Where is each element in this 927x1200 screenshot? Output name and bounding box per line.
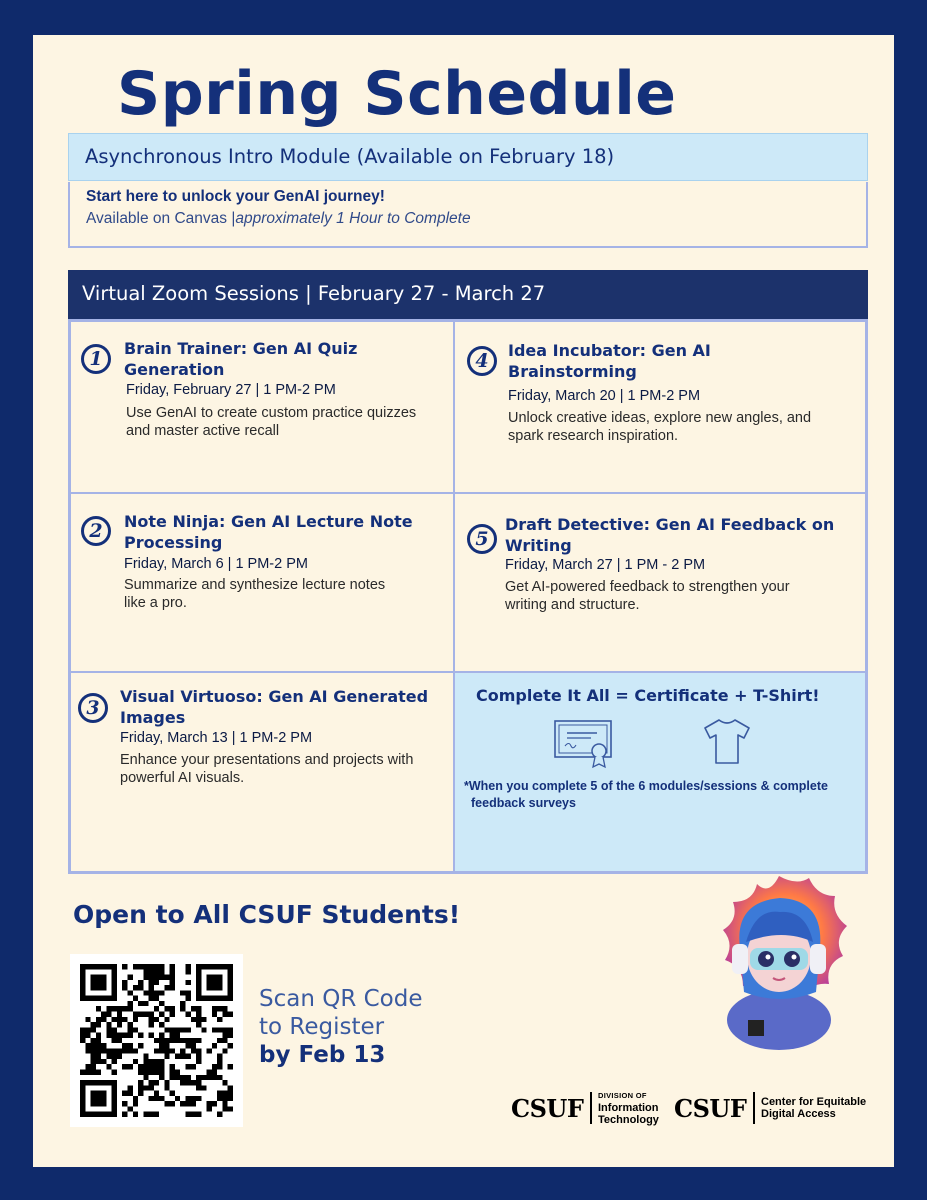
session-description-line: Enhance your presentations and projects with — [120, 752, 414, 768]
session-description-line: Use GenAI to create custom practice quizzes — [126, 405, 417, 421]
session-description-line: Summarize and synthesize lecture notes — [124, 577, 386, 593]
flyer — [33, 35, 894, 1167]
session-date: Friday, March 13 | 1 PM-2 PM — [120, 730, 313, 746]
session-description — [126, 404, 416, 440]
zoom-sessions-heading: Virtual Zoom Sessions | February 27 - March 27 — [68, 270, 868, 319]
partner-logos — [511, 1088, 881, 1128]
session-description-line: spark research inspiration. — [508, 428, 679, 444]
async-details — [86, 210, 866, 228]
session-description-line: like a pro. — [124, 595, 187, 611]
scan-line: to Register — [259, 1014, 385, 1040]
session-card-3 — [70, 672, 454, 872]
session-date: Friday, February 27 | 1 PM-2 PM — [126, 382, 336, 398]
certificate-icon — [553, 719, 617, 769]
sessions-grid — [68, 319, 868, 874]
session-description-line: Unlock creative ideas, explore new angles, and — [508, 410, 812, 426]
session-card-5 — [454, 493, 866, 672]
session-title-line: Idea Incubator: Gen AI — [508, 341, 711, 360]
session-number-badge: 4 — [467, 346, 497, 376]
session-title-line: Brainstorming — [508, 362, 637, 381]
reward-note — [464, 778, 864, 812]
center-name-line: Digital Access — [761, 1108, 836, 1120]
qr-code[interactable] — [70, 954, 243, 1127]
session-title-line: Images — [120, 708, 186, 727]
async-module-heading: Asynchronous Intro Module (Available on February 18) — [68, 133, 868, 181]
session-number-badge: 2 — [81, 516, 111, 546]
audience-heading: Open to All CSUF Students! — [73, 900, 461, 929]
session-description — [124, 576, 385, 612]
session-title-line: Brain Trainer: Gen AI Quiz — [124, 339, 358, 358]
tshirt-icon — [701, 717, 753, 767]
session-date: Friday, March 20 | 1 PM-2 PM — [508, 388, 701, 404]
scan-line: Scan QR Code — [259, 986, 423, 1012]
session-description — [508, 409, 811, 445]
session-title — [120, 686, 428, 728]
session-description-line: writing and structure. — [505, 597, 640, 613]
session-card-1 — [70, 321, 454, 493]
async-where: Available on Canvas | — [86, 210, 236, 227]
session-card-2 — [70, 493, 454, 672]
ai-girl-illustration — [688, 870, 870, 1052]
session-number-badge: 5 — [467, 524, 497, 554]
async-tagline: Start here to unlock your GenAI journey! — [86, 188, 385, 205]
session-title-line: Writing — [505, 536, 572, 555]
register-instructions — [259, 985, 423, 1069]
session-title-line: Note Ninja: Gen AI Lecture Note — [124, 512, 413, 531]
division-label: DIVISION OF — [598, 1091, 647, 1100]
session-description-line: powerful AI visuals. — [120, 770, 245, 786]
session-number-badge: 3 — [78, 693, 108, 723]
logo-divider — [590, 1092, 592, 1124]
division-name-line: Technology — [598, 1114, 659, 1126]
session-card-4 — [454, 321, 866, 493]
session-description — [120, 751, 413, 787]
csuf-logo: CSUF — [511, 1094, 584, 1123]
cfeda-label — [761, 1096, 866, 1120]
page-title: Spring Schedule — [117, 59, 677, 129]
division-it-label — [598, 1090, 659, 1126]
async-module-body — [68, 182, 868, 248]
registration-deadline: by Feb 13 — [259, 1042, 386, 1068]
division-name-line: Information — [598, 1102, 659, 1114]
session-title — [508, 340, 711, 382]
session-title-line: Processing — [124, 533, 223, 552]
session-title-line: Generation — [124, 360, 225, 379]
session-title — [124, 511, 413, 553]
center-name-line: Center for Equitable — [761, 1096, 867, 1108]
session-title-line: Visual Virtuoso: Gen AI Generated — [120, 687, 429, 706]
reward-title: Complete It All = Certificate + T-Shirt! — [476, 686, 820, 705]
session-description-line: and master active recall — [126, 423, 280, 439]
session-title — [505, 514, 834, 556]
session-date: Friday, March 27 | 1 PM - 2 PM — [505, 557, 706, 573]
reward-note-line: *When you complete 5 of the 6 modules/sessions & complete — [464, 779, 828, 793]
session-number-badge: 1 — [81, 344, 111, 374]
session-description — [505, 578, 790, 614]
session-description-line: Get AI-powered feedback to strengthen your — [505, 579, 790, 595]
reward-card — [454, 672, 866, 872]
reward-note-line: feedback surveys — [471, 796, 576, 810]
async-duration: approximately 1 Hour to Complete — [235, 210, 471, 227]
csuf-logo: CSUF — [674, 1094, 747, 1123]
session-date: Friday, March 6 | 1 PM-2 PM — [124, 556, 308, 572]
session-title — [124, 338, 357, 380]
session-title-line: Draft Detective: Gen AI Feedback on — [505, 515, 835, 534]
logo-divider — [753, 1092, 755, 1124]
qr-code-pattern — [80, 964, 233, 1117]
